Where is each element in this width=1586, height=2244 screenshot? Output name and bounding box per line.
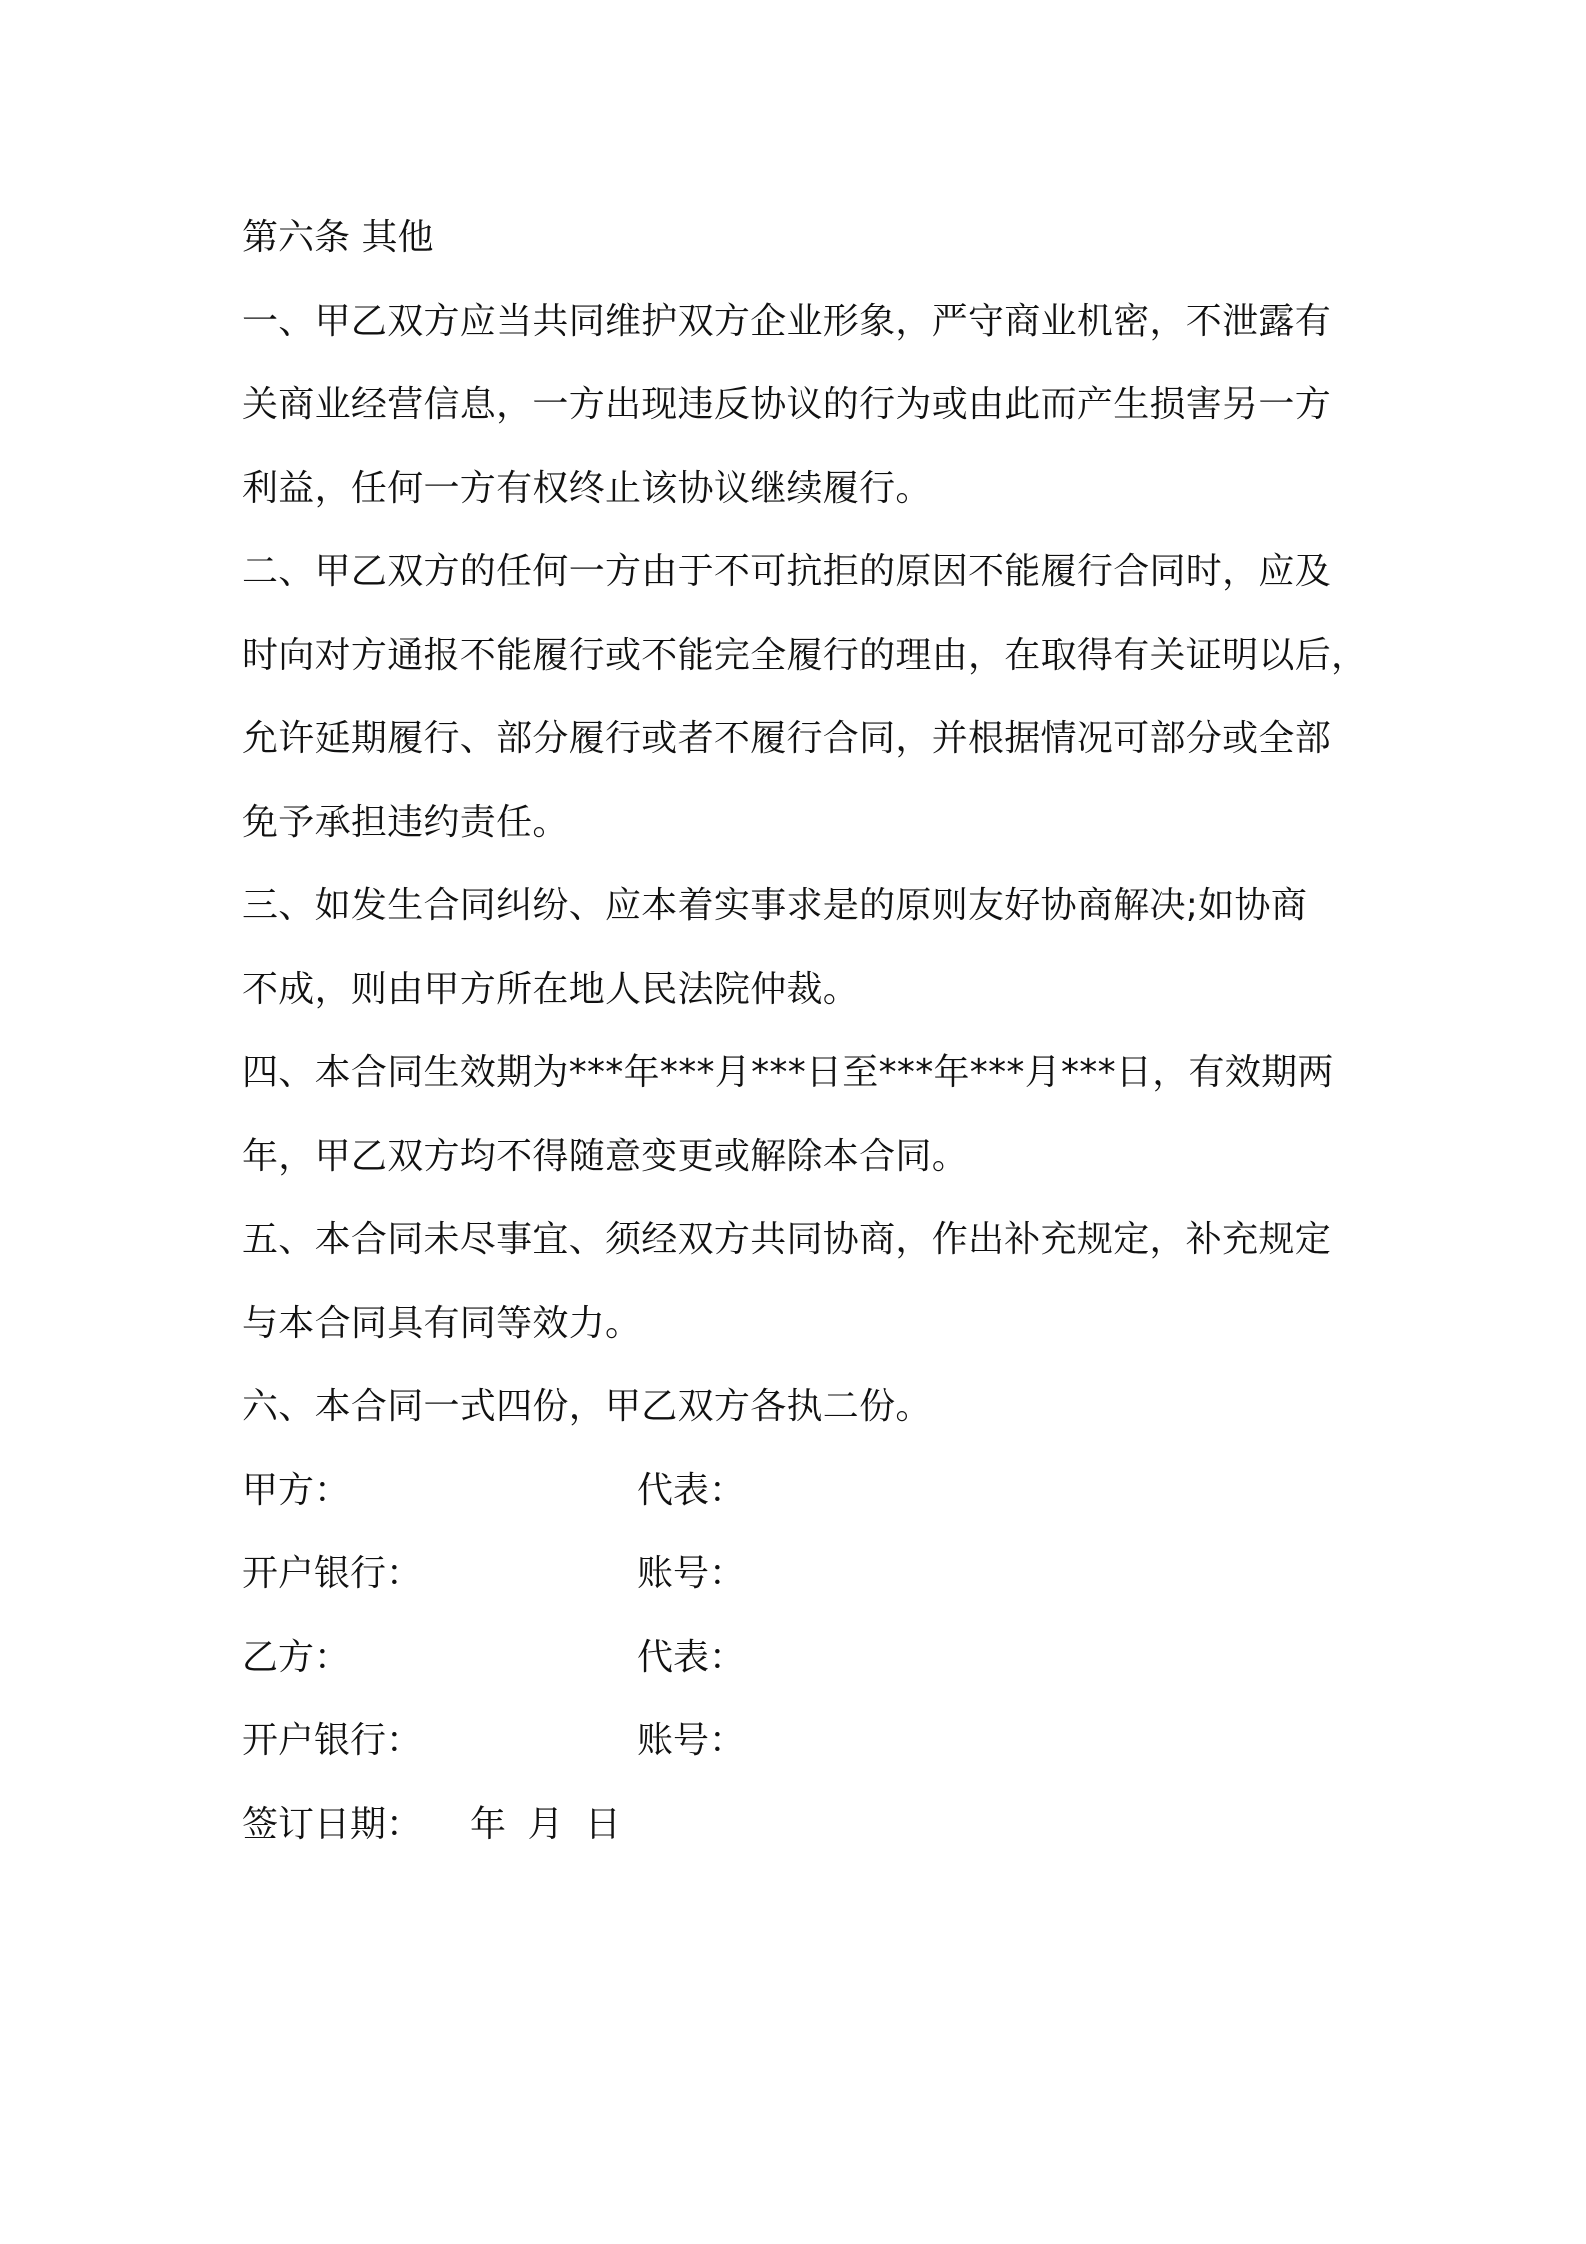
paragraph-line: 二、甲乙双方的任何一方由于不可抗拒的原因不能履行合同时，应及 bbox=[242, 551, 1332, 592]
paragraph-line: 三、如发生合同纠纷、应本着实事求是的原则友好协商解决;如协商 bbox=[242, 885, 1308, 926]
paragraph-line: 五、本合同未尽事宜、须经双方共同协商，作出补充规定，补充规定 bbox=[242, 1219, 1332, 1260]
paragraph-line: 利益，任何一方有权终止该协议继续履行。 bbox=[242, 467, 932, 509]
party-a-bank-label: 开户银行： bbox=[242, 1553, 423, 1594]
paragraph-line: 时向对方通报不能履行或不能完全履行的理由，在取得有关证明以后， bbox=[242, 634, 1368, 676]
party-b-account-label: 账号： bbox=[637, 1720, 746, 1761]
signature-row-party-a-bank bbox=[242, 1532, 1372, 1616]
paragraph-line: 不成，则由甲方所在地人民法院仲裁。 bbox=[242, 968, 860, 1010]
signing-date-fields: 年 月 日 bbox=[470, 1803, 621, 1845]
party-a-label: 甲方： bbox=[242, 1469, 351, 1511]
article-heading: 第六条 其他 bbox=[242, 217, 434, 258]
party-a-account-label: 账号： bbox=[637, 1553, 746, 1594]
paragraph-line: 关商业经营信息，一方出现违反协议的行为或由此而产生损害另一方 bbox=[242, 384, 1332, 425]
paragraph-line: 免予承担违约责任。 bbox=[242, 801, 569, 843]
paragraph-line: 六、本合同一式四份，甲乙双方各执二份。 bbox=[242, 1386, 932, 1427]
paragraph-line: 与本合同具有同等效力。 bbox=[242, 1302, 642, 1344]
signature-row-party-b-bank bbox=[242, 1699, 1372, 1783]
paragraph-line: 年，甲乙双方均不得随意变更或解除本合同。 bbox=[242, 1135, 969, 1177]
party-b-representative-label: 代表： bbox=[637, 1636, 746, 1678]
party-b-bank-label: 开户银行： bbox=[242, 1720, 423, 1761]
party-b-label: 乙方： bbox=[242, 1636, 351, 1678]
signature-row-party-b bbox=[242, 1616, 1372, 1700]
signing-date-row bbox=[242, 1783, 1372, 1867]
paragraph-line: 一、甲乙双方应当共同维护双方企业形象，严守商业机密，不泄露有 bbox=[242, 300, 1332, 342]
paragraph-line: 四、本合同生效期为***年***月***日至***年***月***日，有效期两 bbox=[242, 1052, 1334, 1093]
signing-date-label: 签订日期： bbox=[242, 1803, 423, 1845]
document-body bbox=[242, 196, 1372, 1866]
party-a-representative-label: 代表： bbox=[637, 1469, 746, 1511]
paragraph-line: 允许延期履行、部分履行或者不履行合同，并根据情况可部分或全部 bbox=[242, 718, 1332, 759]
signature-row-party-a bbox=[242, 1449, 1372, 1533]
